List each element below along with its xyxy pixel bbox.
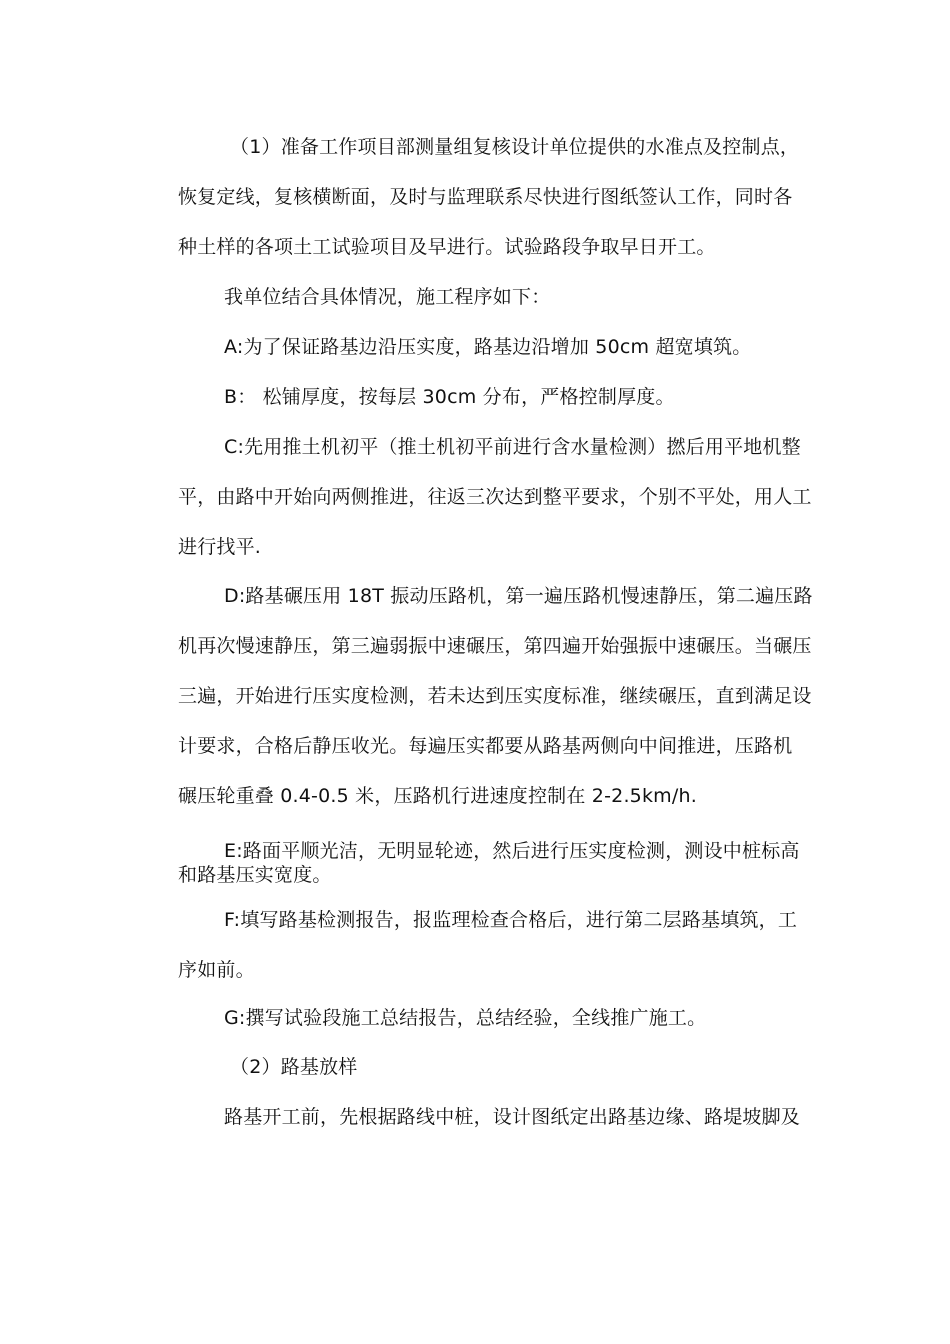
step-b-line-1: B： 松铺厚度，按每层 30cm 分布，严格控制厚度。 bbox=[224, 386, 675, 408]
step-d-line-2: 机再次慢速静压，第三遍弱振中速碾压，第四遍开始强振中速碾压。当碾压 bbox=[178, 635, 812, 657]
step-c-line-3: 进行找平. bbox=[178, 536, 262, 558]
paragraph-1-line-1: （1）准备工作项目部测量组复核设计单位提供的水准点及控制点， bbox=[230, 136, 800, 158]
step-f-line-1: F:填写路基检测报告，报监理检查合格后，进行第二层路基填筑，工 bbox=[224, 909, 798, 931]
step-c-line-1: C:先用推土机初平（推土机初平前进行含水量检测）撚后用平地机整 bbox=[224, 436, 801, 458]
step-g-line-1: G:撰写试验段施工总结报告，总结经验，全线推广施工。 bbox=[224, 1007, 707, 1029]
section-2-heading: （2）路基放样 bbox=[230, 1056, 358, 1078]
step-c-line-2: 平，由路中开始向两侧推进，往返三次达到整平要求，个别不平处，用人工 bbox=[178, 486, 812, 508]
paragraph-2-line-1: 我单位结合具体情况，施工程序如下： bbox=[224, 286, 551, 308]
step-a-line-1: A:为了保证路基边沿压实度，路基边沿增加 50cm 超宽填筑。 bbox=[224, 336, 752, 358]
step-d-line-1: D:路基碾压用 18T 振动压路机，第一遍压路机慢速静压，第二遍压路 bbox=[224, 585, 813, 607]
step-e-line-2: 和路基压实宽度。 bbox=[178, 864, 332, 886]
step-d-line-5: 碾压轮重叠 0.4-0.5 米，压路机行进速度控制在 2-2.5km/h. bbox=[178, 785, 697, 807]
step-d-line-3: 三遍，开始进行压实度检测，若未达到压实度标准，继续碾压，直到满足设 bbox=[178, 685, 812, 707]
section-2-paragraph-line-1: 路基开工前，先根据路线中桩，设计图纸定出路基边缘、路堤坡脚及 bbox=[224, 1106, 801, 1128]
step-d-line-4: 计要求，合格后静压收光。每遍压实都要从路基两侧向中间推进，压路机 bbox=[178, 735, 793, 757]
step-f-line-2: 序如前。 bbox=[178, 959, 255, 981]
step-e-line-1: E:路面平顺光洁，无明显轮迹，然后进行压实度检测，测设中桩标高 bbox=[224, 840, 800, 862]
paragraph-1-line-3: 种土样的各项土工试验项目及早进行。试验路段争取早日开工。 bbox=[178, 236, 716, 258]
paragraph-1-line-2: 恢复定线，复核横断面，及时与监理联系尽快进行图纸签认工作，同时各 bbox=[178, 186, 793, 208]
